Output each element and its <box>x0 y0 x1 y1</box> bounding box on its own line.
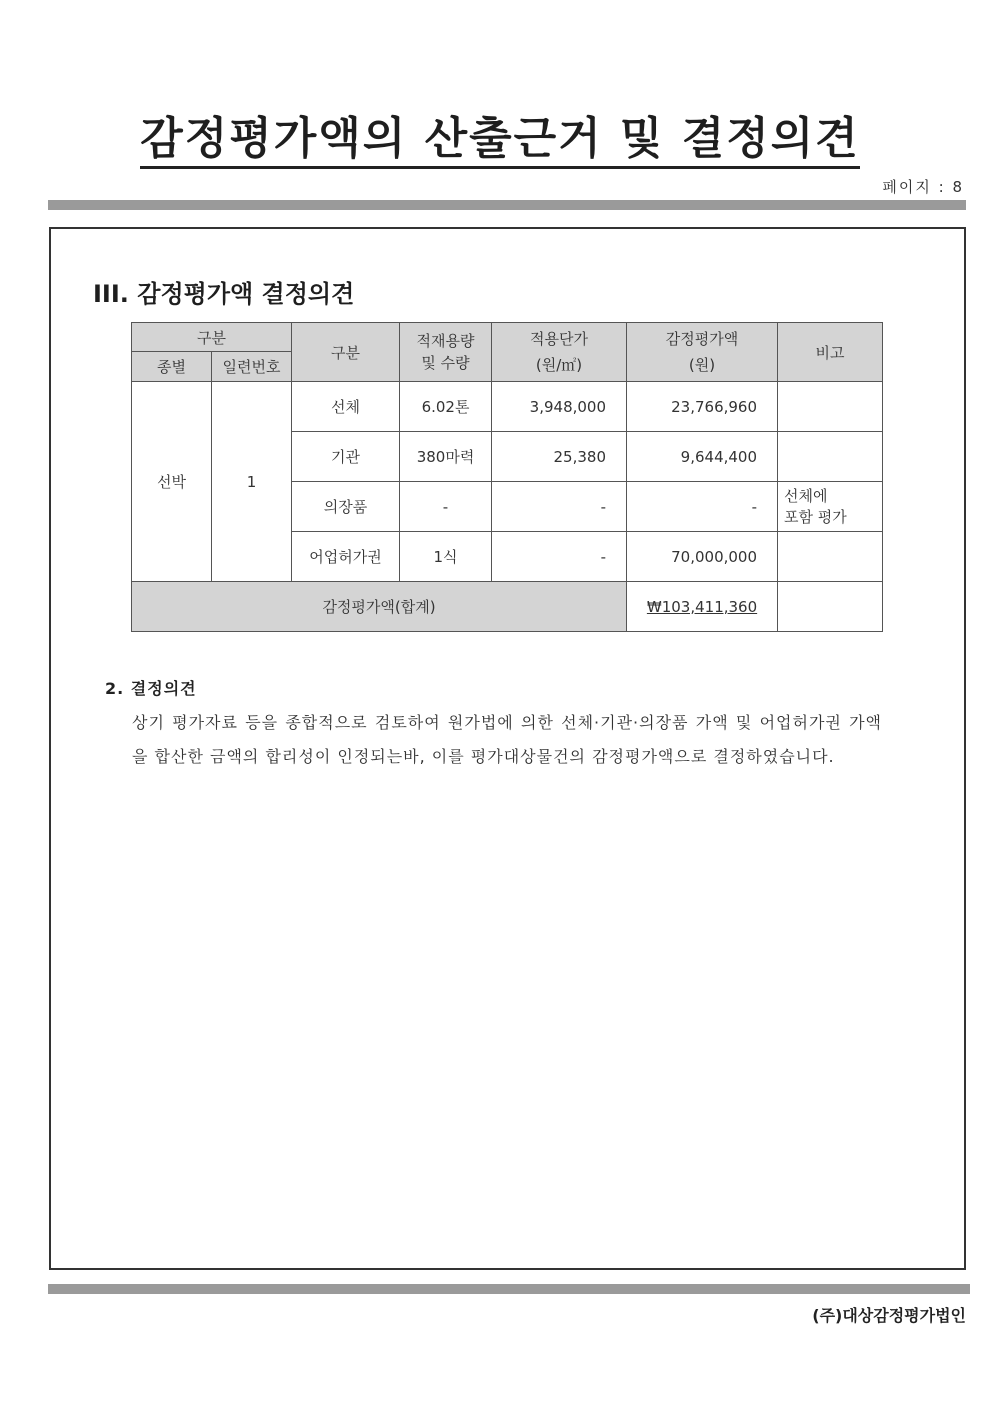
header-kind: 종별 <box>132 352 212 382</box>
row-item: 의장품 <box>292 482 400 532</box>
row-unit-price: 25,380 <box>492 432 627 482</box>
header-item: 구분 <box>292 323 400 382</box>
row-remarks <box>778 382 883 432</box>
appraisal-table <box>131 322 883 632</box>
row-amount: 9,644,400 <box>627 432 778 482</box>
row-remarks: 선체에 포함 평가 <box>778 482 883 532</box>
row-quantity: 380마력 <box>400 432 492 482</box>
serial-value: 1 <box>212 382 292 582</box>
row-remarks <box>778 432 883 482</box>
row-unit-price: - <box>492 482 627 532</box>
row-amount: 70,000,000 <box>627 532 778 582</box>
header-amount: 감정평가액 (원) <box>627 323 778 382</box>
header-remarks: 비고 <box>778 323 883 382</box>
opinion-title: 2. 결정의견 <box>105 679 197 698</box>
header-quantity: 적재용량 및 수량 <box>400 323 492 382</box>
total-remarks <box>778 582 883 632</box>
total-amount: ₩103,411,360 <box>646 597 758 616</box>
header-divider <box>48 200 966 210</box>
section-title: III. 감정평가액 결정의견 <box>93 280 355 308</box>
row-quantity: 6.02톤 <box>400 382 492 432</box>
page-number: 페이지 : 8 <box>882 178 964 196</box>
footer-divider <box>48 1284 970 1294</box>
row-quantity: 1식 <box>400 532 492 582</box>
kind-value: 선박 <box>132 382 212 582</box>
header-unit-price: 적용단가 (원/㎡) <box>492 323 627 382</box>
table-row <box>132 382 883 432</box>
header-serial: 일련번호 <box>212 352 292 382</box>
row-amount: 23,766,960 <box>627 382 778 432</box>
row-remarks <box>778 532 883 582</box>
opinion-text: 상기 평가자료 등을 종합적으로 검토하여 원가법에 의한 선체·기관·의장품 가액 및 어업허가권 가액을 합산한 금액의 합리성이 인정되는바, 이를 평가대상물건의 감정평가액으로 결정하였습니다. <box>132 713 882 766</box>
row-unit-price: 3,948,000 <box>492 382 627 432</box>
header-group: 구분 <box>132 323 292 352</box>
total-row <box>132 582 883 632</box>
row-amount: - <box>627 482 778 532</box>
row-quantity: - <box>400 482 492 532</box>
row-item: 기관 <box>292 432 400 482</box>
company-name: (주)대상감정평가법인 <box>812 1306 966 1325</box>
row-item: 어업허가권 <box>292 532 400 582</box>
document-title <box>0 102 1000 166</box>
total-amount-cell <box>627 582 778 632</box>
total-label: 감정평가액(합계) <box>132 582 627 632</box>
row-item: 선체 <box>292 382 400 432</box>
row-unit-price: - <box>492 532 627 582</box>
document-title-text: 감정평가액의 산출근거 및 결정의견 <box>140 113 860 169</box>
